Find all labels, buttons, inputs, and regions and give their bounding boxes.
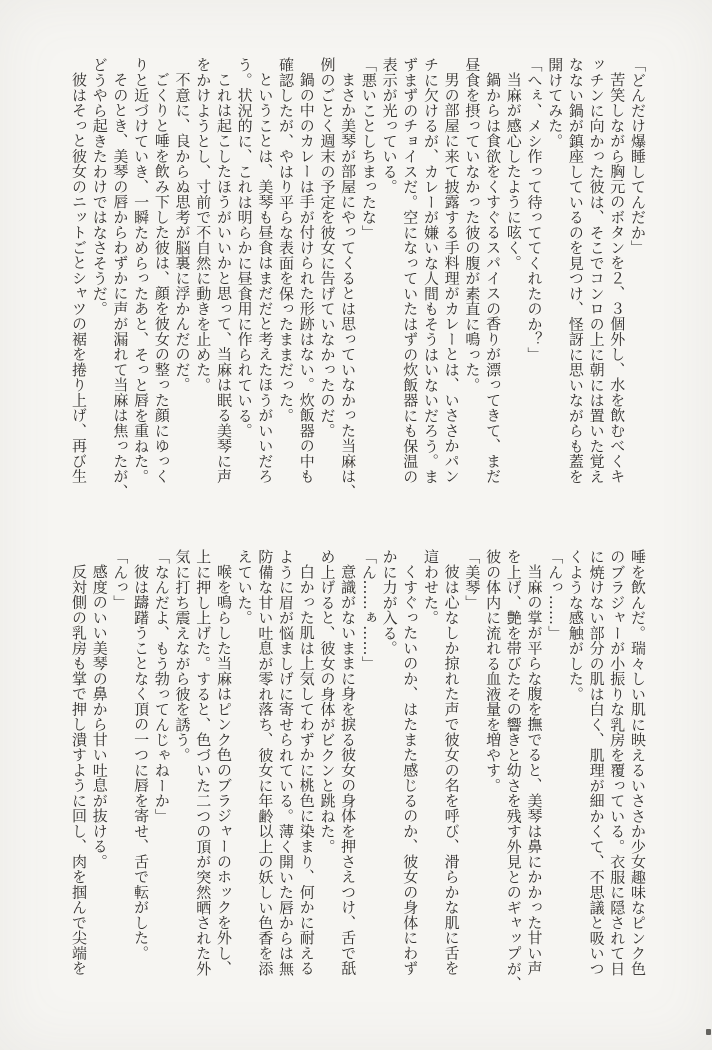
text-line: くすぐったいのか、はたまた感じるのか、彼女の身体にわず — [401, 564, 420, 976]
top-text-block — [68, 57, 648, 499]
text-line: 表示が光っている。 — [380, 57, 399, 195]
text-line: 開けてみた。 — [546, 57, 565, 149]
text-line: 這わせた。 — [421, 549, 440, 626]
text-line: これは起こしたほうがいいかと思って、当麻は眠る美琴に声 — [214, 72, 233, 484]
text-line: 「んっ」 — [111, 549, 130, 610]
text-line: 鍋からは食欲をくすぐるスパイスの香りが漂ってきて、まだ — [484, 72, 503, 484]
text-line: 「どんだけ爆睡してんだか」 — [629, 57, 647, 256]
text-line: なない鍋が鎮座しているのを見つけ、怪訝に思いながらも蓋を — [566, 57, 585, 484]
text-line: 男の部屋に来て披露する手料理がカレーとは、いささかパン — [442, 72, 461, 484]
text-line: 感度のいい美琴の鼻から甘い吐息が抜ける。 — [90, 564, 109, 869]
text-line: 当麻の掌が平らな腹を撫でると、美琴は鼻にかかった甘い声 — [525, 564, 544, 976]
text-line: 「へぇ、メシ作って待っててくれたのか？」 — [525, 57, 544, 362]
text-line: どうやら起きたわけではなさそうだ。 — [90, 57, 109, 317]
text-line: ごくりと唾を飲み下した彼は、顔を彼女の整った顔にゆっく — [152, 72, 171, 484]
text-line: をかけようとし、寸前で不自然に動きを止めた。 — [194, 57, 213, 393]
text-line: のブラジャーが小振りな乳房を覆っている。衣服に隠されて日 — [608, 549, 627, 976]
text-line: 「美琴」 — [463, 549, 482, 610]
text-line: くような感触がした。 — [566, 549, 585, 702]
text-line: ということは、美琴も昼食はまだだと考えたほうがいいだろ — [256, 72, 275, 484]
text-line: 唾を飲んだ。瑞々しい肌に映えるいささか少女趣味なピンク色 — [629, 549, 647, 976]
text-line: を上げ、艶を帯びたその響きと幼さを残す外見とのギャップが、 — [504, 549, 523, 992]
text-line: 例のごとく週末の予定を彼女に告げていなかったのだ。 — [318, 57, 337, 439]
text-line: 鍋の中のカレーは手が付けられた形跡はない。炊飯器の中も — [297, 72, 316, 484]
text-line: 意識がないままに身を捩る彼女の身体を押さえつけ、舌で舐 — [339, 564, 358, 976]
text-line: ように眉が悩ましげに寄せられている。薄く開いた唇からは無 — [277, 549, 296, 976]
text-line: 昼食を摂っていなかった彼の腹が素直に鳴った。 — [463, 57, 482, 393]
text-line: チに欠けるが、カレーが嫌いな人間もそうはいないだろう。ま — [421, 57, 440, 484]
text-line: 苦笑しながら胸元のボタンを２、３個外し、水を飲むべくキ — [608, 72, 627, 484]
text-line: め上げると、彼女の身体がビクンと跳ねた。 — [318, 549, 337, 854]
text-line: に焼けない部分の肌は白く、肌理が細かくて、不思議と吸いつ — [587, 549, 606, 976]
text-line: かに力が入る。 — [380, 549, 399, 656]
text-line: ずまずのチョイスだ。空になっていたはずの炊飯器にも保温の — [401, 57, 420, 484]
text-line: 上に押し上げた。すると、色づいた二つの頂が突然晒された外 — [194, 549, 213, 976]
text-line: う。状況的に、これは明らかに昼食用に作られている。 — [235, 57, 254, 439]
text-line: ッチンに向かった彼は、そこでコンロの上に朝には置いた覚え — [587, 57, 606, 484]
text-line: 「ん……ぁ……」 — [359, 549, 378, 671]
text-line: 確認したが、やはり平らな表面を保ったままだった。 — [277, 57, 296, 423]
text-line: そのとき、美琴の唇からわずかに声が漏れて当麻は焦ったが、 — [111, 72, 130, 499]
text-line: 当麻が感心したように呟く。 — [504, 72, 523, 271]
text-line: 「なんだよ、もう勃ってんじゃねーか」 — [152, 549, 171, 824]
text-line: 防備な甘い吐息が零れ落ち、彼女に年齢以上の妖しい色香を添 — [256, 549, 275, 976]
scan-speck — [706, 1029, 711, 1035]
text-line: 喉を鳴らした当麻はピンク色のブラジャーのホックを外し、 — [214, 564, 233, 976]
text-line: 彼の体内に流れる血液量を増やす。 — [484, 549, 503, 793]
text-line: 彼は躊躇うことなく頂の一つに唇を寄せ、舌で転がした。 — [132, 564, 151, 961]
text-line: 「悪いことしちまったな」 — [359, 57, 378, 240]
text-line: えていた。 — [235, 549, 254, 626]
bottom-text-block — [68, 549, 648, 1010]
text-line: 白かった肌は上気してわずかに桃色に染まり、何かに耐える — [297, 564, 316, 976]
text-line: 気に打ち震えながら彼を誘う。 — [173, 549, 192, 763]
text-line: 不意に、良からぬ思考が脳裏に浮かんだのだ。 — [173, 72, 192, 393]
text-line: 「んっ……」 — [546, 549, 565, 641]
text-line: 彼はそっと彼女のニットごとシャツの裾を捲り上げ、再び生 — [70, 72, 89, 484]
text-line: 反対側の乳房も掌で押し潰すように回し、肉を掴んで尖端を — [70, 564, 89, 976]
text-line: まさか美琴が部屋にやってくるとは思っていなかった当麻は、 — [339, 72, 358, 499]
text-line: 彼は心なしか掠れた声で彼女の名を呼び、滑らかな肌に舌を — [442, 564, 461, 976]
text-line: りと近づけていき、一瞬ためらったあと、そっと唇を重ねた。 — [132, 57, 151, 484]
